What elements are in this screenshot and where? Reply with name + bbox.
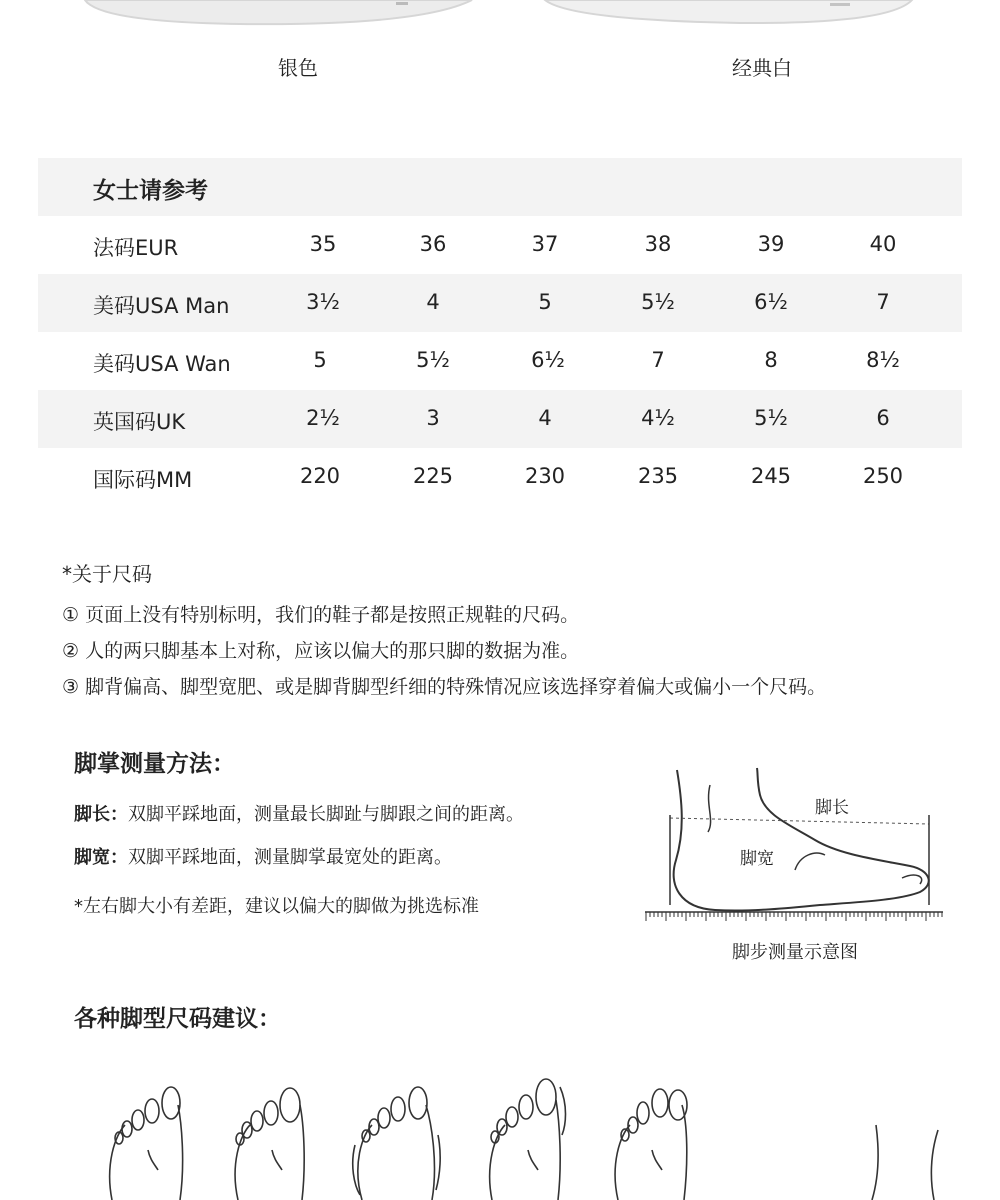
measure-width (74, 843, 452, 869)
row-label: 美码USA Wan (93, 352, 231, 376)
measure-length (74, 800, 524, 826)
table-cell: 250 (862, 464, 904, 488)
about-size-item: ② 人的两只脚基本上对称，应该以偏大的那只脚的数据为准。 (62, 640, 580, 662)
color-option-silver[interactable]: 银色 (278, 56, 318, 80)
table-cell: 5 (313, 348, 327, 372)
table-cell: 245 (750, 464, 792, 488)
about-size-item: ① 页面上没有特别标明，我们的鞋子都是按照正规鞋的尺码。 (62, 604, 580, 626)
about-size-heading: *关于尺码 (62, 562, 152, 586)
shoe-sole-silver (80, 0, 480, 40)
row-label: 法码EUR (93, 236, 179, 260)
table-cell: 40 (869, 232, 897, 256)
measure-length-text: 双脚平踩地面，测量最长脚趾与脚跟之间的距离。 (128, 804, 524, 825)
row-label: 美码USA Man (93, 294, 230, 318)
table-cell: 5 (538, 290, 552, 314)
table-cell: 4½ (641, 406, 675, 430)
table-cell: 36 (419, 232, 447, 256)
table-cell: 6½ (531, 348, 565, 372)
table-cell: 5½ (641, 290, 675, 314)
table-cell: 225 (412, 464, 454, 488)
size-table (38, 158, 962, 506)
table-cell: 6 (876, 406, 890, 430)
about-size-item: ③ 脚背偏高、脚型宽肥、或是脚背脚型纤细的特殊情况应该选择穿着偏大或偏小一个尺码。 (62, 676, 827, 698)
diagram-length-tag: 脚长 (815, 798, 849, 818)
measure-length-label: 脚长： (74, 804, 128, 825)
foot-types-title: 各种脚型尺码建议： (74, 1006, 281, 1032)
foot-type-5-icon (615, 1089, 687, 1200)
table-cell: 3 (426, 406, 440, 430)
table-cell: 7 (651, 348, 665, 372)
about-size-notes (62, 558, 826, 705)
table-cell: 8 (764, 348, 778, 372)
table-row-usa-wan (38, 332, 962, 390)
measure-note: *左右脚大小有差距，建议以偏大的脚做为挑选标准 (74, 896, 479, 917)
size-table-title: 女士请参考 (93, 178, 208, 204)
table-cell: 5½ (754, 406, 788, 430)
row-label: 英国码UK (93, 410, 186, 434)
table-cell: 4 (538, 406, 552, 430)
foot-type-1-icon (110, 1087, 183, 1200)
table-cell: 5½ (416, 348, 450, 372)
table-cell: 235 (637, 464, 679, 488)
table-cell: 39 (757, 232, 785, 256)
foot-type-2-icon (235, 1088, 304, 1200)
table-row-usa-man (38, 274, 962, 332)
table-row-eur (38, 216, 962, 274)
table-cell: 35 (309, 232, 337, 256)
foot-type-partial-icon (872, 1125, 938, 1200)
ruler-ticks (646, 912, 942, 921)
table-cell: 220 (299, 464, 341, 488)
shoe-sole-white (540, 0, 920, 40)
foot-types-illustration (0, 1075, 1000, 1200)
table-cell: 4 (426, 290, 440, 314)
size-table-header (38, 158, 962, 216)
table-cell: 6½ (754, 290, 788, 314)
color-option-white[interactable]: 经典白 (732, 56, 792, 80)
table-cell: 230 (524, 464, 566, 488)
table-cell: 3½ (306, 290, 340, 314)
measure-title: 脚掌测量方法： (74, 751, 235, 777)
measure-width-label: 脚宽： (74, 847, 128, 868)
table-cell: 2½ (306, 406, 340, 430)
foot-type-3-icon (353, 1087, 440, 1200)
diagram-caption: 脚步测量示意图 (732, 942, 858, 963)
diagram-width-tag: 脚宽 (740, 849, 774, 869)
row-label: 国际码MM (93, 468, 193, 492)
table-row-uk (38, 390, 962, 448)
table-cell: 37 (531, 232, 559, 256)
measure-width-text: 双脚平踩地面，测量脚掌最宽处的距离。 (128, 847, 452, 868)
table-cell: 7 (876, 290, 890, 314)
foot-measure-diagram (640, 760, 950, 930)
foot-type-4-icon (490, 1079, 566, 1200)
table-row-mm (38, 448, 962, 506)
table-cell: 8½ (866, 348, 900, 372)
table-cell: 38 (644, 232, 672, 256)
